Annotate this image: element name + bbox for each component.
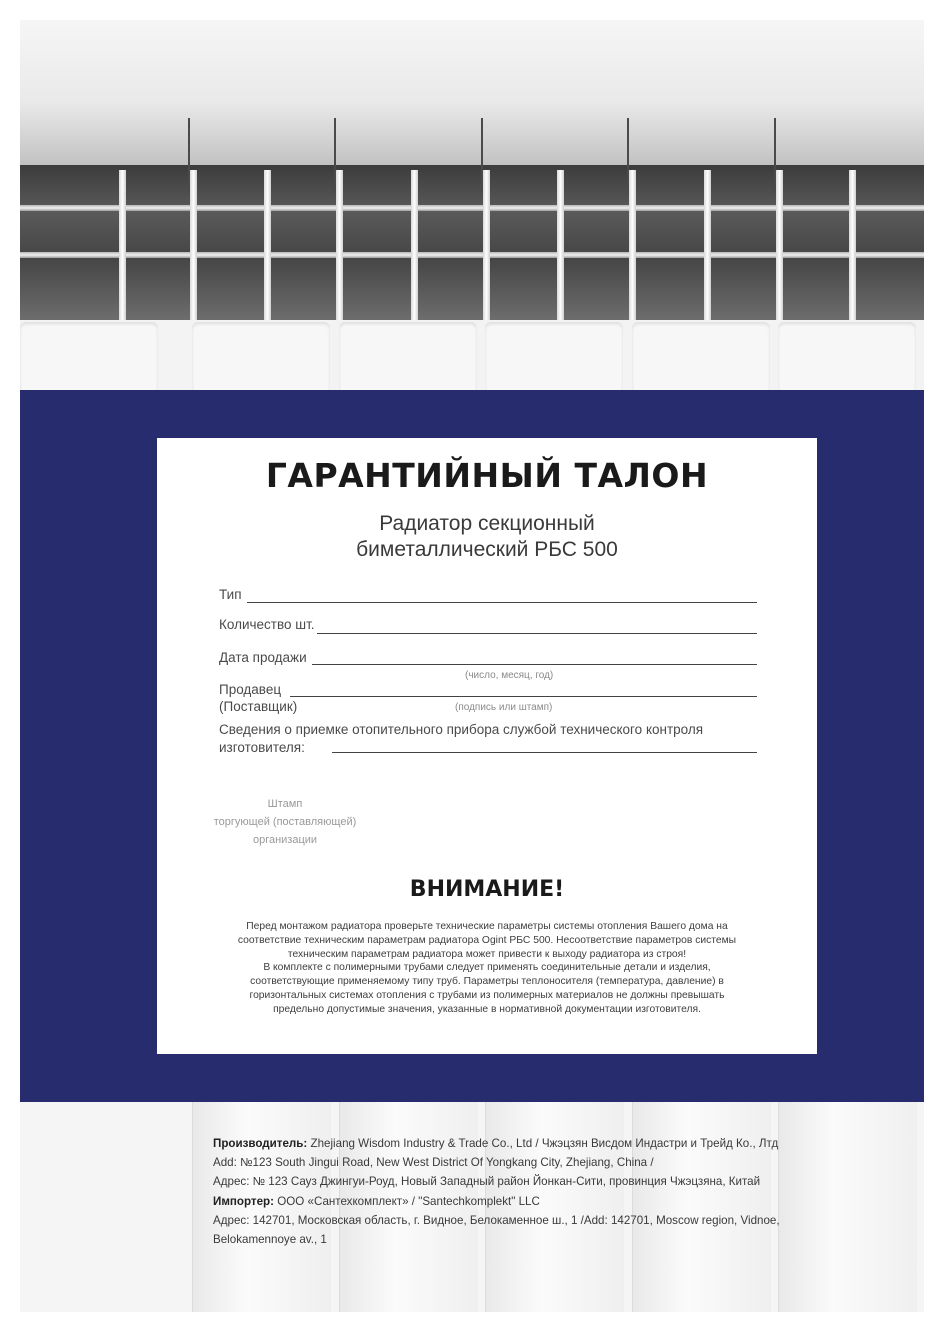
importer-line <box>213 1192 793 1211</box>
manufacturer-info <box>213 1134 793 1249</box>
radiator-edge-tick <box>334 118 336 193</box>
card-subtitle <box>157 511 817 563</box>
type-label: Тип <box>219 587 242 602</box>
radiator-fin <box>776 170 783 320</box>
attention-heading: ВНИМАНИЕ! <box>409 877 565 902</box>
importer-address: Адрес: 142701, Московская область, г. Видное, Белокаменное ш., 1 /Add: 142701, Moscow region, Vidnoe, <box>213 1213 780 1227</box>
attention-line: Перед монтажом радиатора проверьте технические параметры системы отопления Вашего дома на <box>246 921 728 932</box>
sale-date-hint: (число, месяц, год) <box>465 670 554 681</box>
radiator-photo <box>20 20 924 390</box>
manufacturer-line <box>213 1134 793 1153</box>
warranty-card <box>157 438 817 1054</box>
attention-line: соответствующие применяемому типу труб. Параметры теплоносителя (температура, давление) в <box>250 976 724 988</box>
subtitle-line: Радиатор секционный <box>379 512 595 535</box>
attention-line: предельно допустимые значения, указанные в нормативной документации изготовителя. <box>273 1003 701 1015</box>
radiator-fin <box>119 170 126 320</box>
stamp-text: организации <box>252 834 318 846</box>
radiator-core <box>20 165 924 320</box>
radiator-fin <box>336 170 343 320</box>
radiator-edge-tick <box>188 118 190 193</box>
acceptance-label: Сведения о приемке отопительного прибора службой технического контроля <box>219 722 704 737</box>
stamp-text: торгующей (поставляющей) <box>213 816 357 828</box>
attention-line: В комплекте с полимерными трубами следует применять соединительные детали и изделия, <box>263 962 711 974</box>
stamp-area <box>205 795 365 849</box>
sale-date-field[interactable] <box>312 664 757 665</box>
radiator-edge-tick <box>774 118 776 193</box>
radiator-edge-tick <box>481 118 483 193</box>
radiator-fin <box>264 170 271 320</box>
radiator-section <box>192 322 330 390</box>
attention-line: горизонтальных системах отопления с трубами из полимерных материалов не должны превышать <box>249 989 725 1001</box>
subtitle-line: биметаллический РБС 500 <box>356 538 618 561</box>
radiator-fin <box>629 170 636 320</box>
card-title: ГАРАНТИЙНЫЙ ТАЛОН <box>265 456 709 495</box>
sale-date-label: Дата продажи <box>219 650 307 665</box>
importer-value: ООО «Сантехкомплект» / "Santechkomplekt" LLC <box>274 1194 540 1208</box>
manufacturer-address-en: Add: №123 South Jingui Road, New West District Of Yongkang City, Zhejiang, China / <box>213 1156 654 1170</box>
radiator-section <box>20 322 158 390</box>
radiator-hbar <box>20 252 924 258</box>
type-field[interactable] <box>247 602 757 603</box>
radiator-hbar <box>20 205 924 211</box>
manufacturer-label: Производитель: <box>213 1137 308 1150</box>
radiator-edge-tick <box>627 118 629 193</box>
importer-address-cont: Belokamennoye av., 1 <box>213 1233 327 1247</box>
radiator-top-fade <box>20 20 924 170</box>
radiator-fin <box>411 170 418 320</box>
radiator-section <box>778 322 916 390</box>
seller-field[interactable] <box>290 696 757 697</box>
seller-hint: (подпись или штамп) <box>455 702 553 713</box>
radiator-fin <box>190 170 197 320</box>
importer-label: Импортер: <box>213 1194 274 1208</box>
attention-line: соответствие техническим параметрам радиатора Ogint РБС 500. Несоответствие параметров системы <box>237 934 737 946</box>
radiator-section <box>485 322 623 390</box>
attention-line: техническим параметрам радиатора может привести к выходу радиатора из строя! <box>287 948 687 960</box>
quantity-field[interactable] <box>317 633 757 634</box>
seller-sublabel: (Поставщик) <box>219 699 298 714</box>
radiator-fin <box>704 170 711 320</box>
acceptance-field[interactable] <box>332 752 757 753</box>
stamp-text: Штамп <box>267 798 303 810</box>
manufacturer-value: Zhejiang Wisdom Industry & Trade Co., Ltd / Чжэцзян Висдом Индастри и Трейд Ко., Лтд <box>307 1137 779 1150</box>
attention-body <box>212 920 762 1017</box>
radiator-section <box>632 322 770 390</box>
seller-label: Продавец <box>219 682 282 697</box>
radiator-fin <box>483 170 490 320</box>
acceptance-label-cont: изготовителя: <box>219 740 305 755</box>
radiator-fin <box>849 170 856 320</box>
manufacturer-address-ru: Адрес: № 123 Сауз Джингуи-Роуд, Новый Западный район Йонкан-Сити, провинция Чжэцзяна, Китай <box>213 1175 761 1189</box>
radiator-bottom-section <box>778 1102 917 1312</box>
radiator-section <box>339 322 477 390</box>
radiator-fin <box>557 170 564 320</box>
quantity-label: Количество шт. <box>219 617 315 632</box>
